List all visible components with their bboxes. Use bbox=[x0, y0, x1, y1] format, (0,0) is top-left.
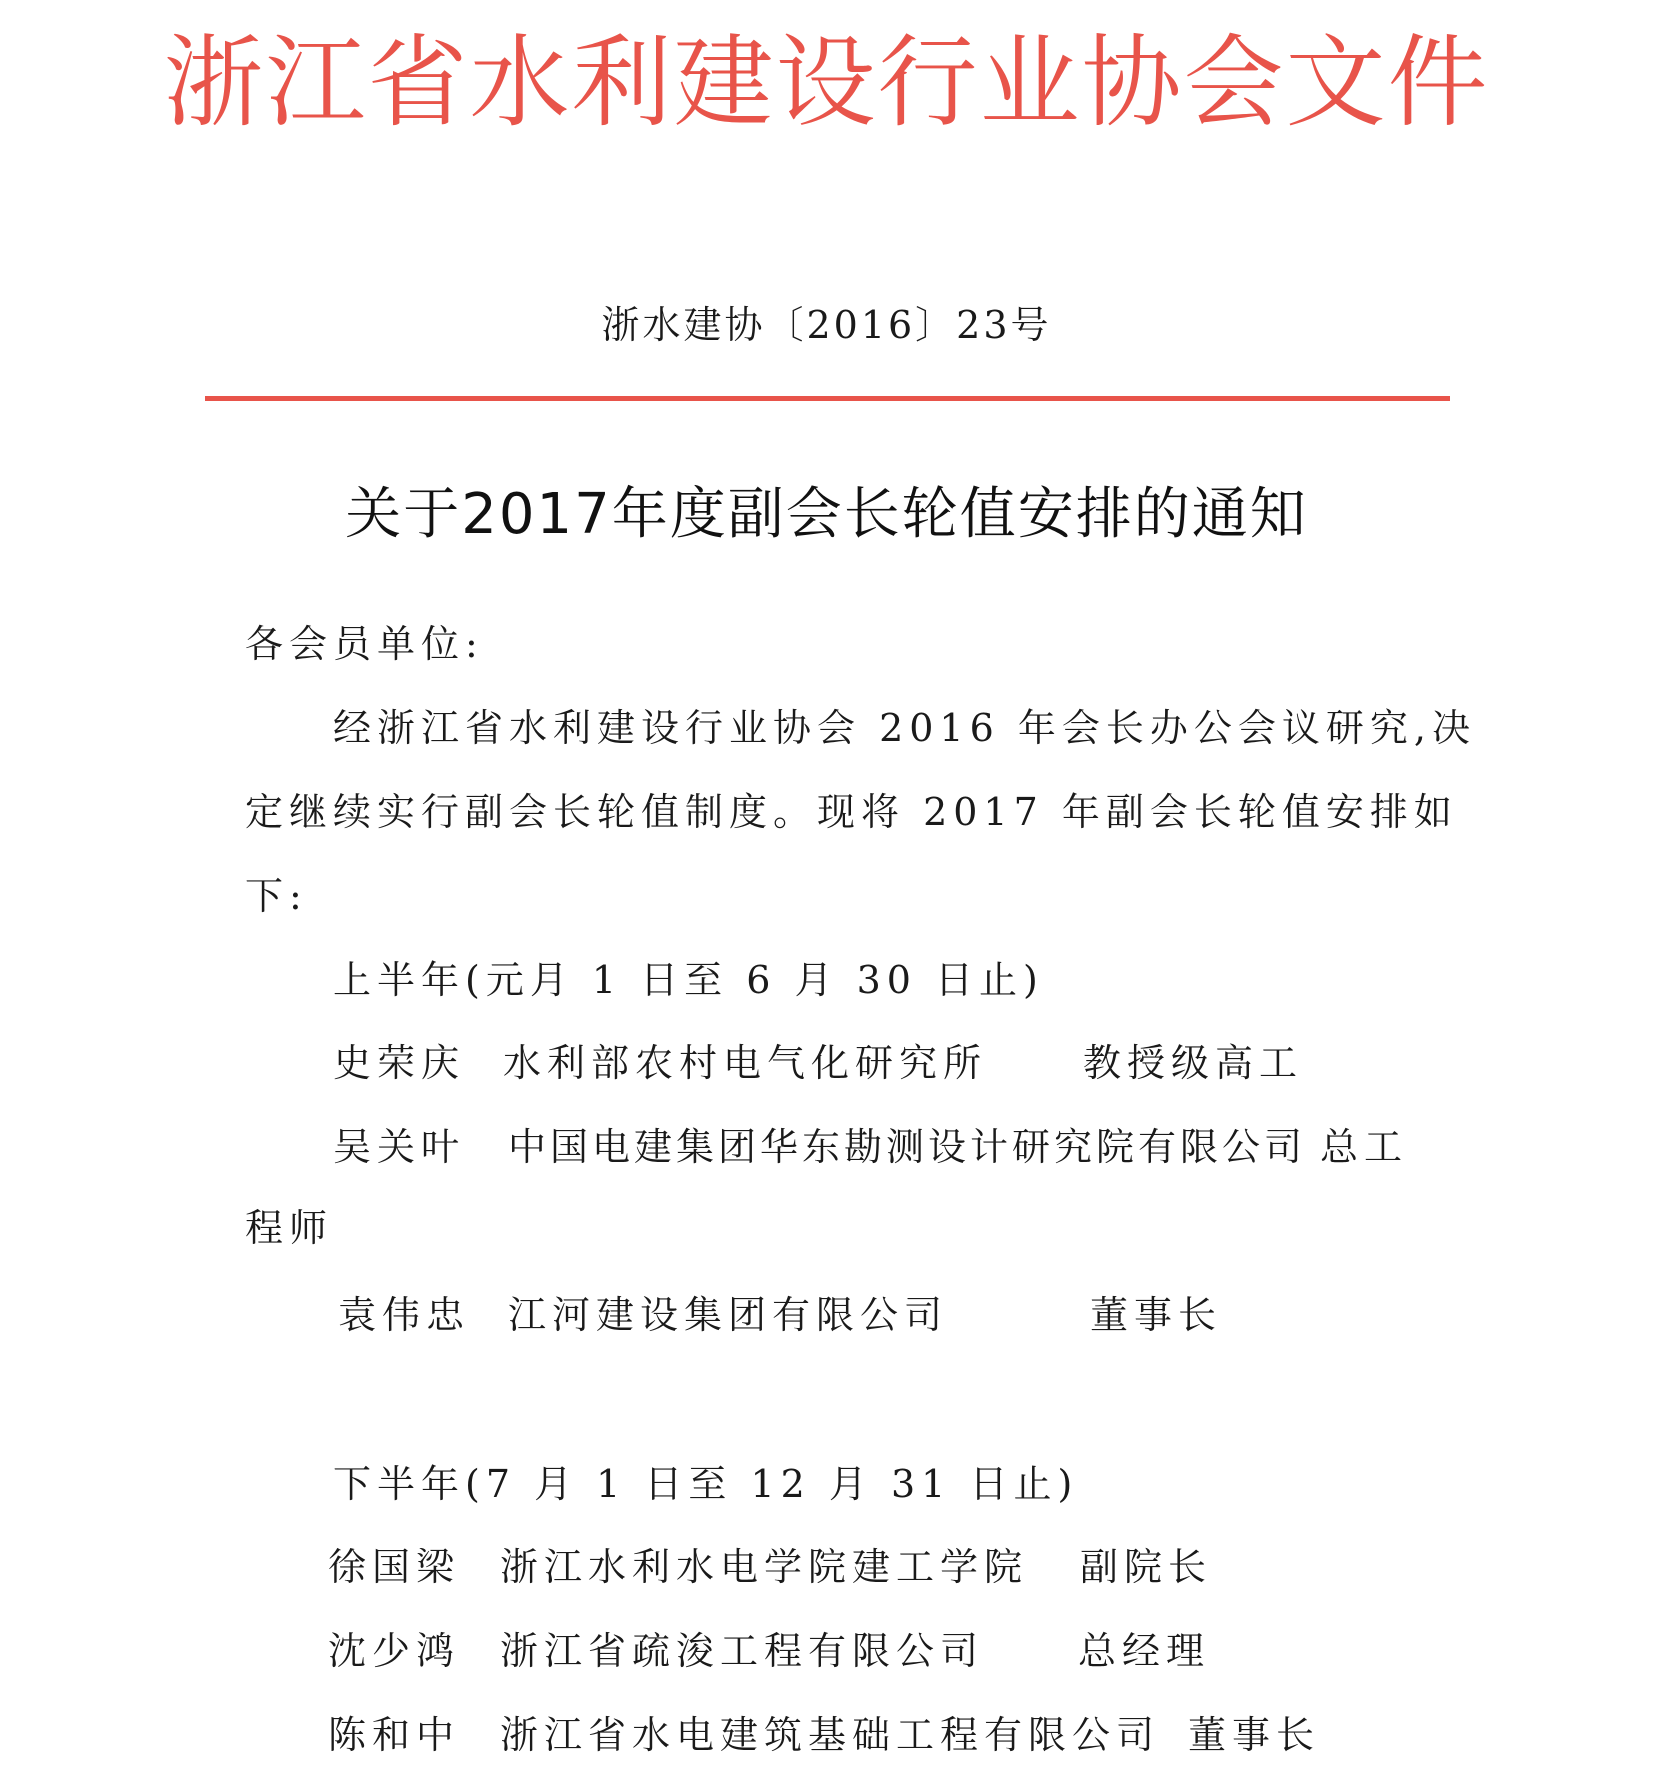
member-name: 史荣庆 bbox=[333, 1041, 466, 1085]
member-organization: 浙江省疏浚工程有限公司 bbox=[500, 1629, 985, 1673]
member-position: 总工 bbox=[1320, 1125, 1409, 1169]
member-position-continued: 程师 bbox=[245, 1206, 334, 1250]
member-name: 陈和中 bbox=[328, 1713, 461, 1757]
second-half-member-row bbox=[0, 1541, 1653, 1593]
member-position: 总经理 bbox=[1078, 1629, 1211, 1673]
first-half-heading: 上半年(元月 1 日至 6 月 30 日止) bbox=[333, 958, 1044, 1002]
member-name: 袁伟忠 bbox=[338, 1293, 471, 1337]
first-half-member-row bbox=[0, 1289, 1653, 1341]
second-half-member-row bbox=[0, 1625, 1653, 1677]
second-half-member-row bbox=[0, 1709, 1653, 1761]
member-name: 吴关叶 bbox=[333, 1125, 466, 1169]
member-position: 董事长 bbox=[1090, 1293, 1223, 1337]
member-name: 徐国梁 bbox=[328, 1545, 461, 1589]
document-number: 浙水建协〔2016〕23号 bbox=[601, 303, 1052, 347]
red-divider bbox=[205, 396, 1450, 401]
member-organization: 浙江省水电建筑基础工程有限公司 bbox=[500, 1713, 1161, 1757]
member-position: 教授级高工 bbox=[1083, 1041, 1304, 1085]
first-half-member-row bbox=[0, 1121, 1653, 1173]
member-position: 董事长 bbox=[1188, 1713, 1321, 1757]
first-half-member-row bbox=[0, 1037, 1653, 1089]
member-organization: 水利部农村电气化研究所 bbox=[503, 1041, 988, 1085]
intro-line-3: 下: bbox=[245, 874, 308, 918]
notice-title: 关于2017年度副会长轮值安排的通知 bbox=[345, 482, 1308, 547]
member-name: 沈少鸿 bbox=[328, 1629, 461, 1673]
member-position: 副院长 bbox=[1080, 1545, 1213, 1589]
intro-line-1: 经浙江省水利建设行业协会 2016 年会长办公会议研究,决 bbox=[333, 706, 1476, 750]
document-masthead: 浙江省水利建设行业协会文件 bbox=[163, 24, 1490, 141]
member-organization: 中国电建集团华东勘测设计研究院有限公司 bbox=[508, 1125, 1307, 1169]
intro-line-2: 定继续实行副会长轮值制度。现将 2017 年副会长轮值安排如 bbox=[245, 790, 1458, 834]
second-half-heading: 下半年(7 月 1 日至 12 月 31 日止) bbox=[333, 1462, 1079, 1506]
salutation: 各会员单位: bbox=[245, 622, 484, 666]
member-organization: 浙江水利水电学院建工学院 bbox=[500, 1545, 1029, 1589]
member-organization: 江河建设集团有限公司 bbox=[508, 1293, 949, 1337]
